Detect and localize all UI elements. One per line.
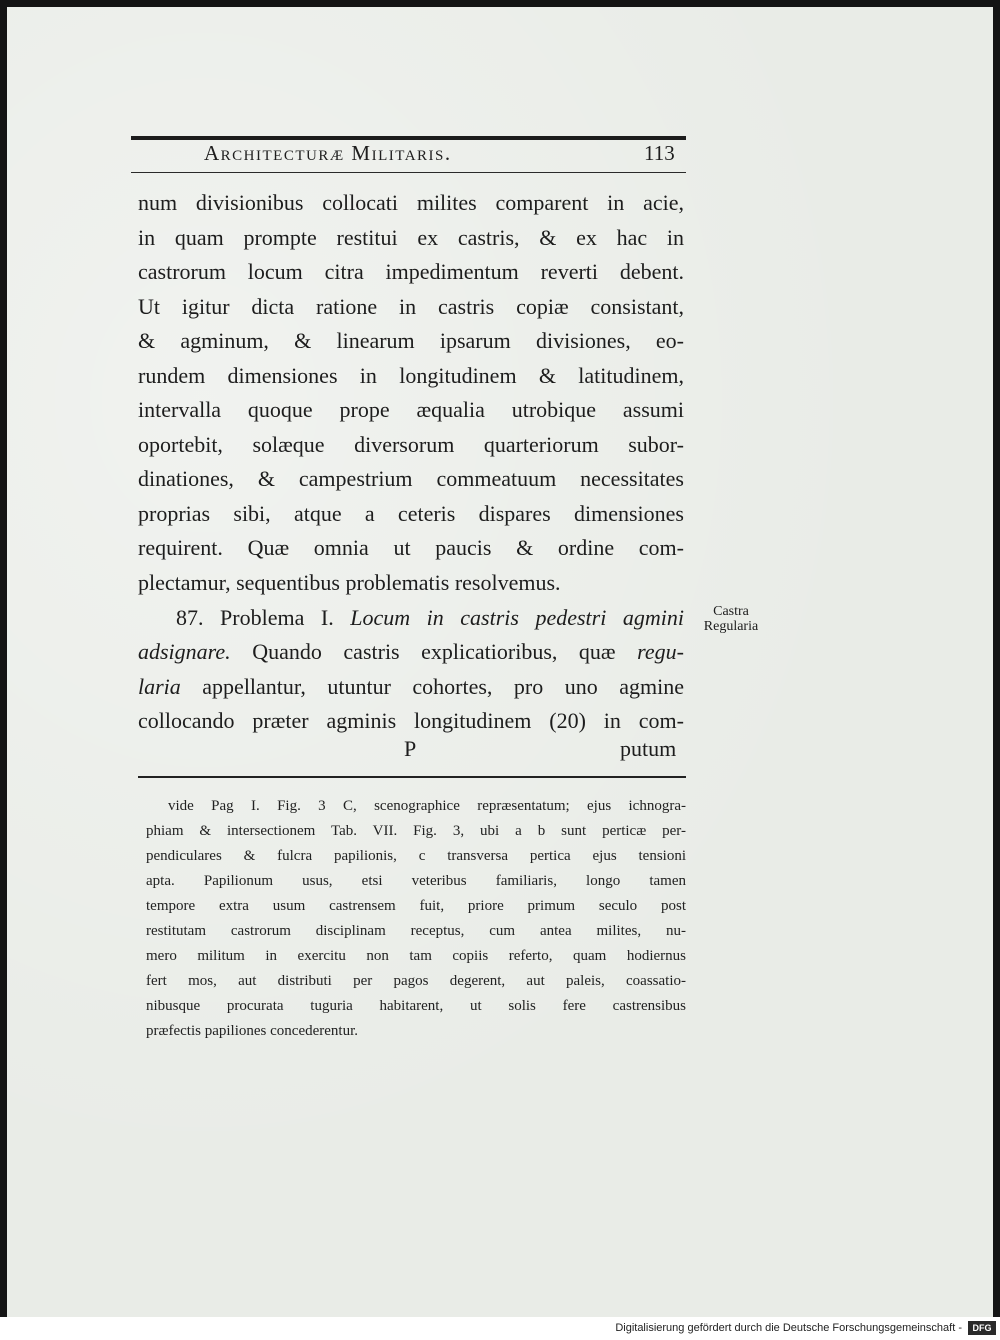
problem-statement: Locum in castris pedestri agmini <box>350 605 684 630</box>
body-line: plectamur, sequentibus problematis resolvemus. <box>138 570 561 595</box>
problem-italic-term: laria <box>138 674 181 699</box>
body-line: dinationes, & campestrium commeatuum necessitates <box>138 466 684 491</box>
margin-note-line: Regularia <box>703 619 759 634</box>
header-rule-thin <box>131 172 686 173</box>
footnote-line: mero militum in exercitu non tam copiis referto, quam hodiernus <box>146 948 686 964</box>
problem-italic-term: regu- <box>637 639 684 664</box>
problem-statement-end: adsignare. <box>138 639 231 664</box>
problem-text: Quando castris explicatioribus, quæ <box>230 639 638 664</box>
body-line: intervalla quoque prope æqualia utrobique assumi <box>138 397 684 422</box>
footnote-line: pendiculares & fulcra papilionis, c transversa pertica ejus tensioni <box>146 848 686 864</box>
problem-line-3 <box>138 670 684 704</box>
footnote-rule <box>138 776 686 778</box>
footnote-line: præfectis papiliones concederentur. <box>146 1023 359 1039</box>
problem-line-4: collocando præter agminis longitudinem (20) in com- <box>138 708 684 733</box>
body-line: Ut igitur dicta ratione in castris copiæ consistant, <box>138 294 684 319</box>
dfg-logo-icon: DFG <box>968 1321 996 1335</box>
page-number: 113 <box>644 141 675 165</box>
body-line: & agminum, & linearum ipsarum divisiones, eo- <box>138 328 684 353</box>
signature-mark: P <box>404 736 417 761</box>
problem-line-2 <box>138 635 684 669</box>
header-rule-thick <box>131 136 686 140</box>
body-line: requirent. Quæ omnia ut paucis & ordine com- <box>138 535 684 560</box>
body-line: in quam prompte restitui ex castris, & ex hac in <box>138 225 684 250</box>
problem-heading: 87. Problema I. <box>176 605 351 630</box>
catchword: putum <box>620 736 677 761</box>
problem-text: appellantur, utuntur cohortes, pro uno agmine <box>180 674 684 699</box>
running-head: Architecturæ Militaris. <box>204 141 452 165</box>
body-line: castrorum locum citra impedimentum reverti debent. <box>138 259 684 284</box>
footnote-line: nibusque procurata tuguria habitarent, ut solis fere castrensibus <box>146 998 686 1014</box>
digitization-credit: Digitalisierung gefördert durch die Deutsche Forschungsgemeinschaft - <box>615 1322 962 1334</box>
problem-line-1 <box>176 601 684 635</box>
body-line: oportebit, solæque diversorum quarteriorum subor- <box>138 432 684 457</box>
footnote-line: phiam & intersectionem Tab. VII. Fig. 3, ubi a b sunt perticæ per- <box>146 823 686 839</box>
footnote-line: restitutam castrorum disciplinam receptus, cum antea milites, nu- <box>146 923 686 939</box>
margin-note-line: Castra <box>713 604 749 619</box>
footnote-line: apta. Papilionum usus, etsi veteribus familiaris, longo tamen <box>146 873 686 889</box>
body-line: num divisionibus collocati milites comparent in acie, <box>138 190 684 215</box>
footnote-line: fert mos, aut distributi per pagos degerent, aut paleis, coassatio- <box>146 973 686 989</box>
margin-note <box>691 604 771 634</box>
footnote-line: tempore extra usum castrensem fuit, priore primum seculo post <box>146 898 686 914</box>
body-line: proprias sibi, atque a ceteris dispares dimensiones <box>138 501 684 526</box>
body-line: rundem dimensiones in longitudinem & latitudinem, <box>138 363 684 388</box>
footnote-line: vide Pag I. Fig. 3 C, scenographice repræsentatum; ejus ichnogra- <box>168 798 686 814</box>
